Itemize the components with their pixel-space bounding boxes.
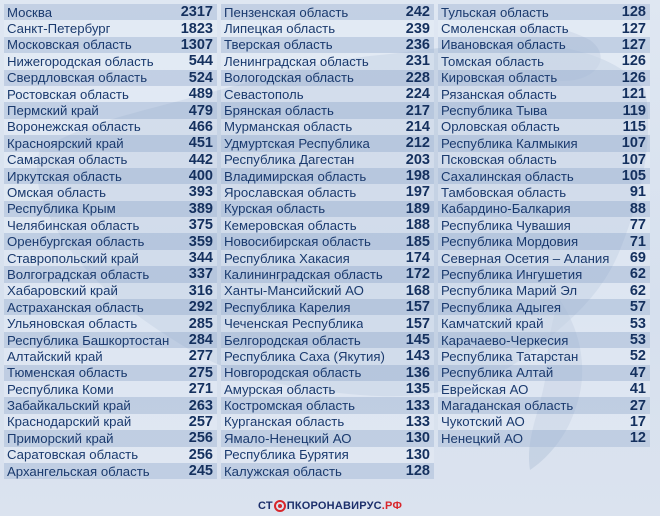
region-name: Тверская область	[224, 37, 333, 53]
table-row	[221, 168, 434, 184]
region-name: Чукотский АО	[441, 414, 525, 430]
region-value: 337	[188, 266, 213, 283]
region-name: Карачаево-Черкесия	[441, 332, 569, 348]
region-value: 451	[188, 135, 213, 152]
region-value: 400	[188, 168, 213, 185]
table-row	[221, 201, 434, 217]
region-name: Калининградская область	[224, 266, 383, 282]
table-row	[4, 381, 217, 397]
region-value: 130	[405, 446, 430, 463]
region-value: 524	[188, 69, 213, 86]
region-name: Республика Мордовия	[441, 234, 579, 250]
region-value: 157	[405, 315, 430, 332]
region-name: Республика Калмыкия	[441, 135, 578, 151]
region-name: Волгоградская область	[7, 266, 150, 282]
region-name: Смоленская область	[441, 21, 569, 37]
table-row	[4, 20, 217, 36]
region-name: Белгородская область	[224, 332, 361, 348]
region-name: Кабардино-Балкария	[441, 201, 571, 217]
footer-text-st: СТ	[257, 500, 273, 512]
column-2	[221, 4, 434, 479]
region-value: 105	[621, 168, 646, 185]
region-name: Орловская область	[441, 119, 560, 135]
region-name: Ленинградская область	[224, 53, 369, 69]
table-row	[4, 365, 217, 381]
region-name: Оренбургская область	[7, 234, 145, 250]
region-name: Республика Алтай	[441, 365, 554, 381]
region-name: Республика Дагестан	[224, 152, 355, 168]
region-value: 71	[629, 233, 646, 250]
region-name: Ярославская область	[224, 184, 357, 200]
region-name: Тюменская область	[7, 365, 128, 381]
table-row	[438, 365, 650, 381]
region-name: Новосибирская область	[224, 234, 371, 250]
region-value: 375	[188, 217, 213, 234]
region-name: Воронежская область	[7, 119, 141, 135]
table-row	[221, 447, 434, 463]
region-value: 1307	[180, 36, 213, 53]
table-row	[4, 102, 217, 118]
region-value: 231	[405, 53, 430, 70]
table-row	[438, 315, 650, 331]
region-value: 359	[188, 233, 213, 250]
region-name: Ульяновская область	[7, 316, 138, 332]
table-row	[221, 135, 434, 151]
region-name: Санкт-Петербург	[7, 21, 111, 37]
region-value: 236	[405, 36, 430, 53]
region-value: 128	[621, 4, 646, 21]
region-name: Калужская область	[224, 463, 342, 479]
region-value: 107	[621, 151, 646, 168]
table-row	[221, 119, 434, 135]
table-row	[4, 283, 217, 299]
region-value: 224	[405, 86, 430, 103]
table-row	[4, 201, 217, 217]
table-row	[438, 53, 650, 69]
table-row	[438, 119, 650, 135]
table-row	[4, 315, 217, 331]
region-name: Красноярский край	[7, 135, 124, 151]
table-row	[221, 414, 434, 430]
table-row	[221, 299, 434, 315]
region-name: Ямало-Ненецкий АО	[224, 430, 352, 446]
region-value: 172	[405, 266, 430, 283]
region-name: Тамбовская область	[441, 184, 567, 200]
region-value: 442	[188, 151, 213, 168]
region-value: 77	[629, 217, 646, 234]
region-value: 189	[405, 200, 430, 217]
region-name: Курганская область	[224, 414, 345, 430]
region-name: Сахалинская область	[441, 168, 574, 184]
region-value: 203	[405, 151, 430, 168]
region-name: Пензенская область	[224, 4, 349, 20]
table-row	[4, 4, 217, 20]
region-value: 157	[405, 299, 430, 316]
region-value: 242	[405, 4, 430, 21]
table-row	[221, 37, 434, 53]
region-value: 127	[621, 36, 646, 53]
table-row	[4, 217, 217, 233]
region-value: 53	[629, 332, 646, 348]
table-row	[221, 102, 434, 118]
table-row	[4, 332, 217, 348]
column-3	[438, 4, 650, 479]
region-value: 115	[622, 118, 646, 135]
region-value: 136	[405, 364, 430, 381]
region-value: 217	[405, 102, 430, 119]
region-name: Пермский край	[7, 103, 99, 119]
region-value: 214	[405, 118, 430, 135]
table-row	[438, 250, 650, 266]
region-value: 143	[405, 348, 430, 365]
region-name: Республика Тыва	[441, 103, 548, 119]
region-value: 198	[405, 168, 430, 185]
table-row	[221, 250, 434, 266]
region-value: 489	[188, 86, 213, 103]
table-row	[4, 119, 217, 135]
table-row	[438, 217, 650, 233]
region-name: Астраханская область	[7, 299, 144, 315]
region-value: 271	[188, 381, 213, 398]
region-name: Свердловская область	[7, 70, 148, 86]
table-row	[438, 348, 650, 364]
region-value: 285	[188, 315, 213, 332]
region-name: Кировская область	[441, 70, 558, 86]
region-value: 228	[405, 69, 430, 86]
region-name: Магаданская область	[441, 398, 574, 414]
region-value: 57	[629, 299, 646, 316]
region-value: 292	[188, 299, 213, 316]
region-name: Камчатский край	[441, 316, 544, 332]
table-row	[4, 53, 217, 69]
region-name: Москва	[7, 4, 53, 20]
region-name: Амурская область	[224, 381, 336, 397]
region-value: 2317	[180, 4, 213, 21]
region-name: Новгородская область	[224, 365, 362, 381]
region-value: 135	[405, 381, 430, 398]
region-value: 263	[188, 397, 213, 414]
footer-text-rf: .РФ	[381, 500, 403, 512]
region-name: Кемеровская область	[224, 217, 357, 233]
region-name: Республика Саха (Якутия)	[224, 348, 385, 364]
region-name: Челябинская область	[7, 217, 140, 233]
region-value: 256	[188, 446, 213, 463]
region-name: Республика Крым	[7, 201, 116, 217]
region-name: Архангельская область	[7, 463, 150, 479]
region-value: 130	[405, 430, 430, 447]
region-value: 126	[621, 53, 646, 70]
region-value: 256	[188, 430, 213, 447]
region-name: Забайкальский край	[7, 398, 131, 414]
table-row	[438, 70, 650, 86]
region-name: Липецкая область	[224, 21, 336, 37]
table-row	[221, 217, 434, 233]
region-name: Омская область	[7, 184, 106, 200]
region-name: Чеченская Республика	[224, 316, 364, 332]
region-name: Нижегородская область	[7, 53, 154, 69]
table-row	[221, 365, 434, 381]
table-row	[438, 201, 650, 217]
region-name: Самарская область	[7, 152, 128, 168]
region-name: Республика Марий Эл	[441, 283, 578, 299]
table-row	[4, 430, 217, 446]
region-value: 53	[629, 315, 646, 332]
region-value: 121	[621, 86, 646, 103]
region-name: Краснодарский край	[7, 414, 132, 430]
region-value: 239	[405, 20, 430, 37]
region-name: Вологодская область	[224, 70, 354, 86]
table-row	[438, 397, 650, 413]
table-row	[438, 299, 650, 315]
table-row	[4, 86, 217, 102]
region-value: 275	[188, 364, 213, 381]
region-name: Хабаровский край	[7, 283, 118, 299]
region-name: Мурманская область	[224, 119, 353, 135]
region-value: 107	[621, 135, 646, 152]
region-name: Ивановская область	[441, 37, 566, 53]
region-value: 188	[405, 217, 430, 234]
region-value: 174	[405, 250, 430, 267]
region-value: 91	[629, 184, 646, 201]
region-name: Республика Башкортостан	[7, 332, 170, 348]
region-value: 197	[405, 184, 430, 201]
region-value: 62	[629, 282, 646, 299]
table-row	[4, 266, 217, 282]
table-row	[4, 233, 217, 249]
table-row	[4, 37, 217, 53]
region-value: 133	[405, 397, 430, 414]
region-name: Ростовская область	[7, 86, 129, 102]
region-name: Приморский край	[7, 430, 114, 446]
table-row	[438, 86, 650, 102]
table-row	[438, 4, 650, 20]
region-value: 1823	[180, 20, 213, 37]
region-value: 62	[629, 266, 646, 283]
region-value: 168	[405, 282, 430, 299]
table-row	[221, 315, 434, 331]
region-value: 133	[405, 413, 430, 430]
region-value: 127	[621, 20, 646, 37]
region-value: 466	[188, 118, 213, 135]
table-row	[221, 4, 434, 20]
table-row	[4, 397, 217, 413]
region-name: Костромская область	[224, 398, 356, 414]
region-name: Псковская область	[441, 152, 557, 168]
region-name: Московская область	[7, 37, 132, 53]
region-value: 17	[629, 413, 646, 430]
region-value: 12	[629, 430, 646, 447]
region-name: Еврейская АО	[441, 381, 529, 397]
region-value: 544	[188, 53, 213, 70]
region-name: Республика Ингушетия	[441, 266, 583, 282]
region-value: 119	[622, 102, 646, 119]
table-row	[221, 332, 434, 348]
table-row	[438, 381, 650, 397]
footer-logo	[0, 496, 660, 516]
region-value: 126	[621, 69, 646, 86]
region-name: Республика Чувашия	[441, 217, 571, 233]
region-value: 316	[188, 282, 213, 299]
table-row	[221, 20, 434, 36]
table-row	[221, 381, 434, 397]
table-row	[4, 135, 217, 151]
region-value: 277	[188, 348, 213, 365]
table-row	[438, 37, 650, 53]
table-row	[4, 168, 217, 184]
region-value: 27	[629, 397, 646, 414]
table-row	[438, 233, 650, 249]
region-name: Брянская область	[224, 103, 334, 119]
table-row	[438, 414, 650, 430]
table-row	[221, 152, 434, 168]
table-row	[438, 168, 650, 184]
region-name: Ставропольский край	[7, 250, 139, 266]
table-row	[438, 184, 650, 200]
table-row	[4, 250, 217, 266]
table-row	[221, 184, 434, 200]
table-row	[4, 348, 217, 364]
table-row	[221, 283, 434, 299]
region-name: Республика Адыгея	[441, 299, 562, 315]
region-name: Республика Карелия	[224, 299, 351, 315]
region-name: Томская область	[441, 53, 545, 69]
table-row	[221, 70, 434, 86]
table-row	[221, 348, 434, 364]
region-value: 185	[405, 233, 430, 250]
region-value: 344	[188, 250, 213, 267]
table-row	[438, 135, 650, 151]
table-row	[221, 266, 434, 282]
table-row	[4, 447, 217, 463]
region-name: Северная Осетия – Алания	[441, 250, 610, 266]
table-row	[438, 102, 650, 118]
region-name: Удмуртская Республика	[224, 135, 370, 151]
regions-table	[4, 4, 650, 479]
region-name: Ханты-Мансийский АО	[224, 283, 364, 299]
table-row	[221, 397, 434, 413]
region-value: 52	[629, 348, 646, 365]
region-name: Курская область	[224, 201, 326, 217]
region-value: 145	[405, 332, 430, 348]
region-name: Республика Коми	[7, 381, 114, 397]
region-value: 88	[629, 200, 646, 217]
region-value: 212	[405, 135, 430, 152]
column-1	[4, 4, 217, 479]
region-name: Владимирская область	[224, 168, 367, 184]
table-row	[438, 332, 650, 348]
table-row	[221, 463, 434, 479]
region-value: 393	[188, 184, 213, 201]
table-row	[221, 430, 434, 446]
region-value: 245	[188, 463, 213, 480]
region-name: Республика Татарстан	[441, 348, 579, 364]
region-name: Саратовская область	[7, 447, 139, 463]
region-name: Республика Бурятия	[224, 447, 349, 463]
table-row	[4, 184, 217, 200]
region-value: 479	[188, 102, 213, 119]
region-value: 69	[629, 250, 646, 267]
region-name: Алтайский край	[7, 348, 103, 364]
table-row	[438, 266, 650, 282]
table-row	[4, 70, 217, 86]
region-name: Республика Хакасия	[224, 250, 350, 266]
table-row	[4, 299, 217, 315]
region-value: 257	[188, 413, 213, 430]
region-name: Тульская область	[441, 4, 549, 20]
table-row	[4, 152, 217, 168]
region-name: Севастополь	[224, 86, 304, 102]
region-value: 389	[188, 200, 213, 217]
table-row	[438, 430, 650, 446]
table-row	[438, 152, 650, 168]
table-row	[221, 233, 434, 249]
table-row	[4, 414, 217, 430]
region-value: 128	[405, 463, 430, 480]
region-name: Рязанская область	[441, 86, 557, 102]
region-value: 284	[188, 332, 213, 348]
table-row	[438, 283, 650, 299]
table-row	[221, 53, 434, 69]
region-value: 47	[629, 364, 646, 381]
region-name: Иркутская область	[7, 168, 122, 184]
table-row	[438, 20, 650, 36]
region-name: Ненецкий АО	[441, 430, 523, 446]
region-value: 41	[629, 381, 646, 398]
stop-coronavirus-ring-icon	[274, 500, 286, 512]
table-row	[4, 463, 217, 479]
footer-text-main: ПКОРОНАВИРУС	[286, 500, 382, 512]
table-row	[221, 86, 434, 102]
